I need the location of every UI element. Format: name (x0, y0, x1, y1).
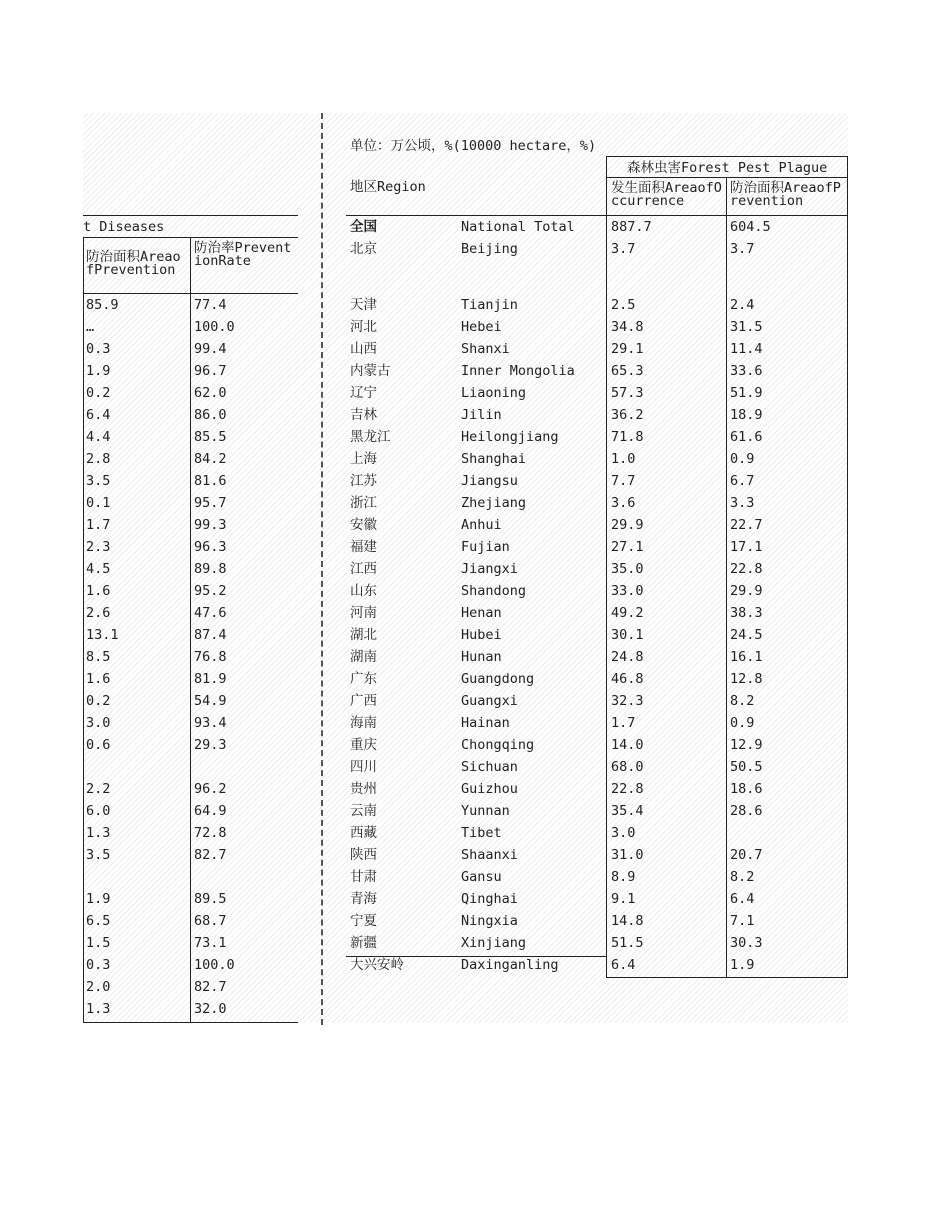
area-prevention-value: 22.8 (730, 561, 763, 577)
region-name-en: Zhejiang (461, 495, 527, 511)
region-name-cn: 山西 (350, 341, 377, 357)
left-row-prevention-rate: 64.9 (194, 803, 227, 819)
region-name-cn: 湖南 (350, 649, 377, 665)
region-name-en: Guangdong (461, 671, 535, 687)
area-prevention-value: 12.9 (730, 737, 763, 753)
left-row-prevention-rate: 93.4 (194, 715, 227, 731)
area-occurrence-value: 7.7 (611, 473, 636, 489)
left-row-prevention-area: 0.3 (86, 957, 111, 973)
region-name-en: Xinjiang (461, 935, 527, 951)
region-name-cn: 福建 (350, 539, 377, 555)
area-occurrence-value: 33.0 (611, 583, 644, 599)
region-name-cn: 四川 (350, 759, 377, 775)
area-prevention-value: 16.1 (730, 649, 763, 665)
region-name-en: Shaanxi (461, 847, 518, 863)
region-name-cn: 河北 (350, 319, 377, 335)
area-prevention-value: 6.4 (730, 891, 755, 907)
left-row-prevention-area: 1.5 (86, 935, 111, 951)
left-row-prevention-area: 0.3 (86, 341, 111, 357)
region-name-en: Ningxia (461, 913, 518, 929)
left-row-prevention-rate: 81.9 (194, 671, 227, 687)
left-row-prevention-area: 2.6 (86, 605, 111, 621)
left-row-prevention-area: 2.8 (86, 451, 111, 467)
region-name-en: Shanxi (461, 341, 510, 357)
left-row-prevention-area: 85.9 (86, 297, 119, 313)
region-name-en: Gansu (461, 869, 502, 885)
area-prevention-value: 7.1 (730, 913, 755, 929)
left-row-prevention-area: 4.4 (86, 429, 111, 445)
area-occurrence-value: 49.2 (611, 605, 644, 621)
area-occurrence-value: 1.0 (611, 451, 636, 467)
area-occurrence-value: 14.8 (611, 913, 644, 929)
left-row-prevention-rate: 99.3 (194, 517, 227, 533)
left-col-sep-2 (190, 237, 191, 1023)
region-name-cn: 上海 (350, 451, 377, 467)
right-col-sep-2 (726, 177, 727, 978)
left-group-title: t Diseases (83, 219, 165, 235)
region-name-cn: 江苏 (350, 473, 377, 489)
left-row-prevention-rate: 82.7 (194, 847, 227, 863)
region-name-cn: 重庆 (350, 737, 377, 753)
region-name-en: Qinghai (461, 891, 518, 907)
area-occurrence-value: 30.1 (611, 627, 644, 643)
area-prevention-value: 33.6 (730, 363, 763, 379)
forest-pest-group-header: 森林虫害Forest Pest Plague (627, 160, 828, 176)
area-prevention-value: 2.4 (730, 297, 755, 313)
left-row-prevention-rate: 73.1 (194, 935, 227, 951)
area-prevention-value: 30.3 (730, 935, 763, 951)
area-occurrence-value: 29.1 (611, 341, 644, 357)
region-name-cn: 河南 (350, 605, 377, 621)
left-row-prevention-rate: 77.4 (194, 297, 227, 313)
left-row-prevention-area: 1.3 (86, 1001, 111, 1017)
area-prevention-value: 0.9 (730, 715, 755, 731)
left-row-prevention-rate: 100.0 (194, 957, 235, 973)
left-row-prevention-area: 13.1 (86, 627, 119, 643)
area-prevention-value: 6.7 (730, 473, 755, 489)
area-prevention-value: 604.5 (730, 219, 771, 235)
area-occurrence-value: 3.6 (611, 495, 636, 511)
area-occurrence-value: 9.1 (611, 891, 636, 907)
col-area-prevention: 防治面积AreaofPrevention (730, 180, 841, 209)
region-name-cn: 广西 (350, 693, 377, 709)
region-name-cn: 辽宁 (350, 385, 377, 401)
area-occurrence-value: 27.1 (611, 539, 644, 555)
region-name-en: Hubei (461, 627, 502, 643)
region-name-en: Tibet (461, 825, 502, 841)
left-row-prevention-rate: 72.8 (194, 825, 227, 841)
region-name-en: Jiangxi (461, 561, 518, 577)
left-row-prevention-rate: 95.2 (194, 583, 227, 599)
region-name-en: Hunan (461, 649, 502, 665)
region-name-cn: 北京 (350, 241, 377, 257)
area-occurrence-value: 24.8 (611, 649, 644, 665)
area-occurrence-value: 34.8 (611, 319, 644, 335)
region-name-cn: 新疆 (350, 935, 377, 951)
left-row-prevention-rate: 100.0 (194, 319, 235, 335)
left-row-prevention-area: 1.6 (86, 671, 111, 687)
left-row-prevention-rate: 96.7 (194, 363, 227, 379)
region-name-cn: 山东 (350, 583, 377, 599)
left-row-prevention-area: 6.0 (86, 803, 111, 819)
left-row-prevention-rate: 54.9 (194, 693, 227, 709)
area-prevention-value: 17.1 (730, 539, 763, 555)
left-col-sep-1 (83, 237, 84, 1023)
left-row-prevention-rate: 76.8 (194, 649, 227, 665)
region-name-cn: 广东 (350, 671, 377, 687)
left-row-prevention-area: 0.2 (86, 693, 111, 709)
region-name-cn: 青海 (350, 891, 377, 907)
left-row-prevention-area: 3.0 (86, 715, 111, 731)
left-row-prevention-rate: 81.6 (194, 473, 227, 489)
left-row-prevention-area: 1.9 (86, 363, 111, 379)
area-prevention-value: 12.8 (730, 671, 763, 687)
region-name-en: Fujian (461, 539, 510, 555)
area-occurrence-value: 35.4 (611, 803, 644, 819)
region-name-en: Anhui (461, 517, 502, 533)
region-name-en: Guizhou (461, 781, 518, 797)
region-name-en: Henan (461, 605, 502, 621)
region-name-cn: 江西 (350, 561, 377, 577)
area-prevention-value: 11.4 (730, 341, 763, 357)
area-prevention-value: 8.2 (730, 693, 755, 709)
area-occurrence-value: 6.4 (611, 957, 636, 973)
region-name-en: Yunnan (461, 803, 510, 819)
region-name-en: National Total (461, 219, 575, 235)
left-row-prevention-area: 2.0 (86, 979, 111, 995)
region-name-en: Daxinganling (461, 957, 559, 973)
unit-note: 单位：万公顷，%(10000 hectare，%) (350, 138, 597, 154)
area-occurrence-value: 887.7 (611, 219, 652, 235)
region-name-cn: 海南 (350, 715, 377, 731)
area-prevention-value: 3.3 (730, 495, 755, 511)
left-top-rule (83, 215, 298, 216)
left-row-prevention-rate: 89.8 (194, 561, 227, 577)
left-row-prevention-rate: 29.3 (194, 737, 227, 753)
left-row-prevention-area: 2.3 (86, 539, 111, 555)
region-name-en: Beijing (461, 241, 518, 257)
area-prevention-value: 31.5 (730, 319, 763, 335)
area-occurrence-value: 1.7 (611, 715, 636, 731)
area-prevention-value: 0.9 (730, 451, 755, 467)
right-header-bottom-rule (346, 215, 847, 216)
left-row-prevention-area: … (86, 319, 95, 335)
region-name-en: Sichuan (461, 759, 518, 775)
area-occurrence-value: 3.7 (611, 241, 636, 257)
left-row-prevention-area: 3.5 (86, 847, 111, 863)
left-row-prevention-rate: 87.4 (194, 627, 227, 643)
area-occurrence-value: 46.8 (611, 671, 644, 687)
area-occurrence-value: 32.3 (611, 693, 644, 709)
left-row-prevention-rate: 96.2 (194, 781, 227, 797)
left-row-prevention-area: 8.5 (86, 649, 111, 665)
region-name-en: Hebei (461, 319, 502, 335)
area-prevention-value: 3.7 (730, 241, 755, 257)
region-name-cn: 内蒙古 (350, 363, 391, 379)
page-divider (321, 113, 323, 1025)
left-row-prevention-area: 1.6 (86, 583, 111, 599)
right-top-rule (606, 156, 847, 157)
area-occurrence-value: 2.5 (611, 297, 636, 313)
area-prevention-value: 1.9 (730, 957, 755, 973)
area-prevention-value: 18.6 (730, 781, 763, 797)
left-row-prevention-area: 2.2 (86, 781, 111, 797)
region-name-cn: 天津 (350, 297, 377, 313)
right-col-sep-3 (847, 156, 848, 978)
left-col-prevention-rate: 防治率PreventionRate (194, 240, 292, 269)
region-name-cn: 宁夏 (350, 913, 377, 929)
left-row-prevention-rate: 99.4 (194, 341, 227, 357)
left-row-prevention-rate: 95.7 (194, 495, 227, 511)
area-prevention-value: 51.9 (730, 385, 763, 401)
region-name-en: Hainan (461, 715, 510, 731)
area-prevention-value: 29.9 (730, 583, 763, 599)
region-name-en: Inner Mongolia (461, 363, 575, 379)
area-occurrence-value: 8.9 (611, 869, 636, 885)
area-prevention-value: 38.3 (730, 605, 763, 621)
region-name-cn: 陕西 (350, 847, 377, 863)
area-occurrence-value: 29.9 (611, 517, 644, 533)
area-prevention-value: 61.6 (730, 429, 763, 445)
left-bottom-rule (83, 1022, 298, 1023)
area-prevention-value: 24.5 (730, 627, 763, 643)
region-name-en: Jiangsu (461, 473, 518, 489)
left-row-prevention-area: 1.7 (86, 517, 111, 533)
left-row-prevention-rate: 68.7 (194, 913, 227, 929)
area-occurrence-value: 3.0 (611, 825, 636, 841)
area-prevention-value: 20.7 (730, 847, 763, 863)
area-prevention-value: 18.9 (730, 407, 763, 423)
left-row-prevention-rate: 85.5 (194, 429, 227, 445)
region-name-cn: 浙江 (350, 495, 377, 511)
region-header: 地区Region (350, 179, 426, 195)
area-occurrence-value: 35.0 (611, 561, 644, 577)
area-prevention-value: 28.6 (730, 803, 763, 819)
left-row-prevention-area: 0.6 (86, 737, 111, 753)
left-row-prevention-area: 3.5 (86, 473, 111, 489)
left-row-prevention-area: 6.5 (86, 913, 111, 929)
left-col-prevention-area: 防治面积AreaofPrevention (86, 249, 181, 278)
region-name-en: Liaoning (461, 385, 527, 401)
left-row-prevention-area: 0.2 (86, 385, 111, 401)
region-name-cn: 吉林 (350, 407, 377, 423)
area-prevention-value: 50.5 (730, 759, 763, 775)
area-prevention-value: 22.7 (730, 517, 763, 533)
area-occurrence-value: 22.8 (611, 781, 644, 797)
region-name-cn: 黑龙江 (350, 429, 391, 445)
left-row-prevention-rate: 82.7 (194, 979, 227, 995)
region-name-cn: 云南 (350, 803, 377, 819)
area-occurrence-value: 71.8 (611, 429, 644, 445)
region-name-cn: 西藏 (350, 825, 377, 841)
region-name-cn: 全国 (350, 219, 377, 235)
area-occurrence-value: 57.3 (611, 385, 644, 401)
region-name-en: Shandong (461, 583, 527, 599)
area-occurrence-value: 65.3 (611, 363, 644, 379)
region-name-cn: 大兴安岭 (350, 957, 404, 973)
region-name-cn: 安徽 (350, 517, 377, 533)
region-name-cn: 湖北 (350, 627, 377, 643)
region-name-en: Chongqing (461, 737, 535, 753)
left-row-prevention-rate: 96.3 (194, 539, 227, 555)
left-row-prevention-area: 4.5 (86, 561, 111, 577)
left-row-prevention-rate: 86.0 (194, 407, 227, 423)
right-bottom-rule (606, 977, 847, 978)
left-row-prevention-area: 1.9 (86, 891, 111, 907)
area-prevention-value: 8.2 (730, 869, 755, 885)
left-row-prevention-rate: 32.0 (194, 1001, 227, 1017)
left-row-prevention-rate: 84.2 (194, 451, 227, 467)
region-name-en: Shanghai (461, 451, 527, 467)
right-col-sep-1 (606, 156, 607, 978)
left-row-prevention-rate: 47.6 (194, 605, 227, 621)
region-name-en: Tianjin (461, 297, 518, 313)
left-row-prevention-area: 6.4 (86, 407, 111, 423)
area-occurrence-value: 31.0 (611, 847, 644, 863)
area-occurrence-value: 36.2 (611, 407, 644, 423)
region-name-en: Heilongjiang (461, 429, 559, 445)
region-name-cn: 甘肃 (350, 869, 377, 885)
region-name-cn: 贵州 (350, 781, 377, 797)
area-occurrence-value: 68.0 (611, 759, 644, 775)
left-row-prevention-rate: 89.5 (194, 891, 227, 907)
col-area-occurrence: 发生面积AreaofOccurrence (611, 180, 722, 209)
area-occurrence-value: 14.0 (611, 737, 644, 753)
region-name-en: Guangxi (461, 693, 518, 709)
region-name-en: Jilin (461, 407, 502, 423)
left-row-prevention-rate: 62.0 (194, 385, 227, 401)
left-row-prevention-area: 1.3 (86, 825, 111, 841)
area-occurrence-value: 51.5 (611, 935, 644, 951)
left-row-prevention-area: 0.1 (86, 495, 111, 511)
